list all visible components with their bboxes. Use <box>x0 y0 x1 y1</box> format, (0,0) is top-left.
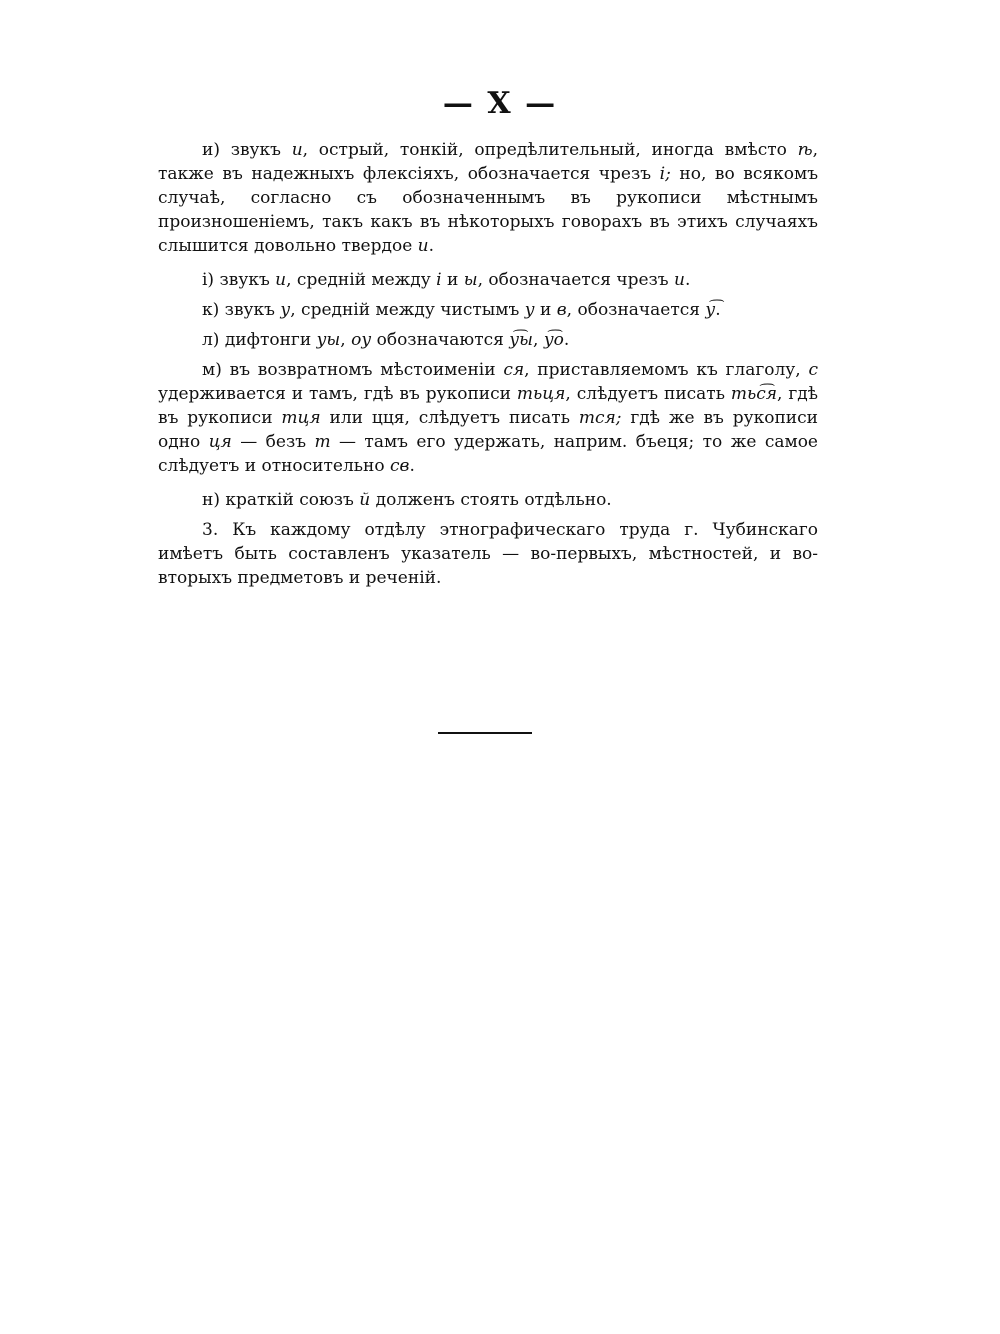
text-segment: дифтонги <box>219 330 317 350</box>
italic-term: у͡о <box>543 330 564 350</box>
text-segment: удерживается и тамъ, гдѣ въ рукописи <box>158 384 517 404</box>
italic-term: оу <box>351 330 372 350</box>
text-segment: но, во всякомъ случаѣ, согласно съ обозначеннымъ въ рукописи мѣстнымъ произношеніемъ, такъ какъ въ нѣкоторыхъ говорахъ въ этихъ случаяхъ слышится довольно твердое <box>158 164 819 256</box>
body-text <box>158 138 818 600</box>
text-segment: , <box>533 330 544 350</box>
item-marker: и) <box>202 140 220 160</box>
italic-term: тся; <box>578 408 622 428</box>
italic-term: и <box>674 270 685 290</box>
text-segment: краткій союзъ <box>219 490 360 510</box>
text-segment: . <box>428 236 435 256</box>
text-segment: гдѣ же въ рукописи одно <box>158 408 818 452</box>
italic-term: ся <box>503 360 525 380</box>
text-segment: , слѣдуетъ писать <box>565 384 731 404</box>
item-i <box>158 138 818 258</box>
closing-rule <box>438 732 532 734</box>
item-l <box>158 328 818 352</box>
item-i-decimal <box>158 268 818 292</box>
italic-term: и <box>291 140 303 160</box>
page-number: — X — <box>442 86 558 121</box>
italic-term: тця <box>281 408 321 428</box>
italic-term: і <box>436 270 442 290</box>
item-marker: 3. <box>202 520 219 540</box>
italic-term: св <box>390 456 410 476</box>
text-segment: и <box>441 270 464 290</box>
text-segment: и <box>534 300 557 320</box>
italic-term: ця <box>208 432 232 452</box>
italic-term: и <box>275 270 287 290</box>
text-segment: , также въ надежныхъ флексіяхъ, обозначается чрезъ <box>158 140 819 184</box>
text-segment: долженъ стоять отдѣльно. <box>370 490 612 510</box>
italic-term: у͡ <box>705 300 716 320</box>
text-segment: , средній между чистымъ <box>290 300 525 320</box>
text-segment: . <box>715 300 721 320</box>
text-segment: , средній между <box>286 270 437 290</box>
text-segment: звукъ <box>219 140 292 160</box>
item-marker: м) <box>202 360 222 380</box>
text-segment: — безъ <box>231 432 315 452</box>
text-segment: . <box>684 270 691 290</box>
item-marker: і) <box>202 270 215 290</box>
text-segment: въ возвратномъ мѣстоименіи <box>221 360 504 380</box>
text-segment: звукъ <box>219 300 281 320</box>
text-segment: , обозначается чрезъ <box>477 270 675 290</box>
item-m <box>158 358 818 478</box>
italic-term: у <box>524 300 535 320</box>
text-segment: , <box>340 330 352 350</box>
italic-term: у͡ы <box>509 330 533 350</box>
text-segment: , приставляемомъ къ глаголу, <box>524 360 809 380</box>
text-segment: . <box>409 456 415 476</box>
italic-term: уы <box>316 330 341 350</box>
text-segment: — тамъ его удержать, наприм. бъеця; то же самое слѣдуетъ и относительно <box>158 432 818 476</box>
text-segment: или цця, слѣдуетъ писать <box>320 408 579 428</box>
text-segment: Къ каждому отдѣлу этнографическаго труда г. Чубинскаго имѣетъ быть составленъ указатель — во-первыхъ, мѣстностей, и во-вторыхъ предметовъ и реченій. <box>158 520 818 588</box>
italic-term: т <box>314 432 331 452</box>
italic-term: в <box>556 300 567 320</box>
text-segment: , гдѣ въ рукописи <box>158 384 818 428</box>
item-marker: н) <box>202 490 220 510</box>
italic-term: ы <box>463 270 478 290</box>
italic-term: й <box>359 490 371 510</box>
italic-term: и <box>417 236 429 256</box>
text-segment: , острый, тонкій, опредѣлительный, иногда вмѣсто <box>302 140 798 160</box>
text-segment: обозначаются <box>371 330 510 350</box>
point-3 <box>158 518 818 590</box>
italic-term: ѣ <box>797 140 813 160</box>
text-segment: , обозначается <box>566 300 706 320</box>
text-segment: . <box>563 330 570 350</box>
item-n <box>158 488 818 512</box>
text-segment: звукъ <box>214 270 276 290</box>
item-marker: л) <box>202 330 220 350</box>
italic-term: с <box>808 360 819 380</box>
italic-term: у <box>280 300 291 320</box>
italic-term: і; <box>659 164 671 184</box>
italic-term: тьс͡я <box>730 384 778 404</box>
item-k <box>158 298 818 322</box>
italic-term: тьця <box>516 384 566 404</box>
item-marker: к) <box>202 300 220 320</box>
